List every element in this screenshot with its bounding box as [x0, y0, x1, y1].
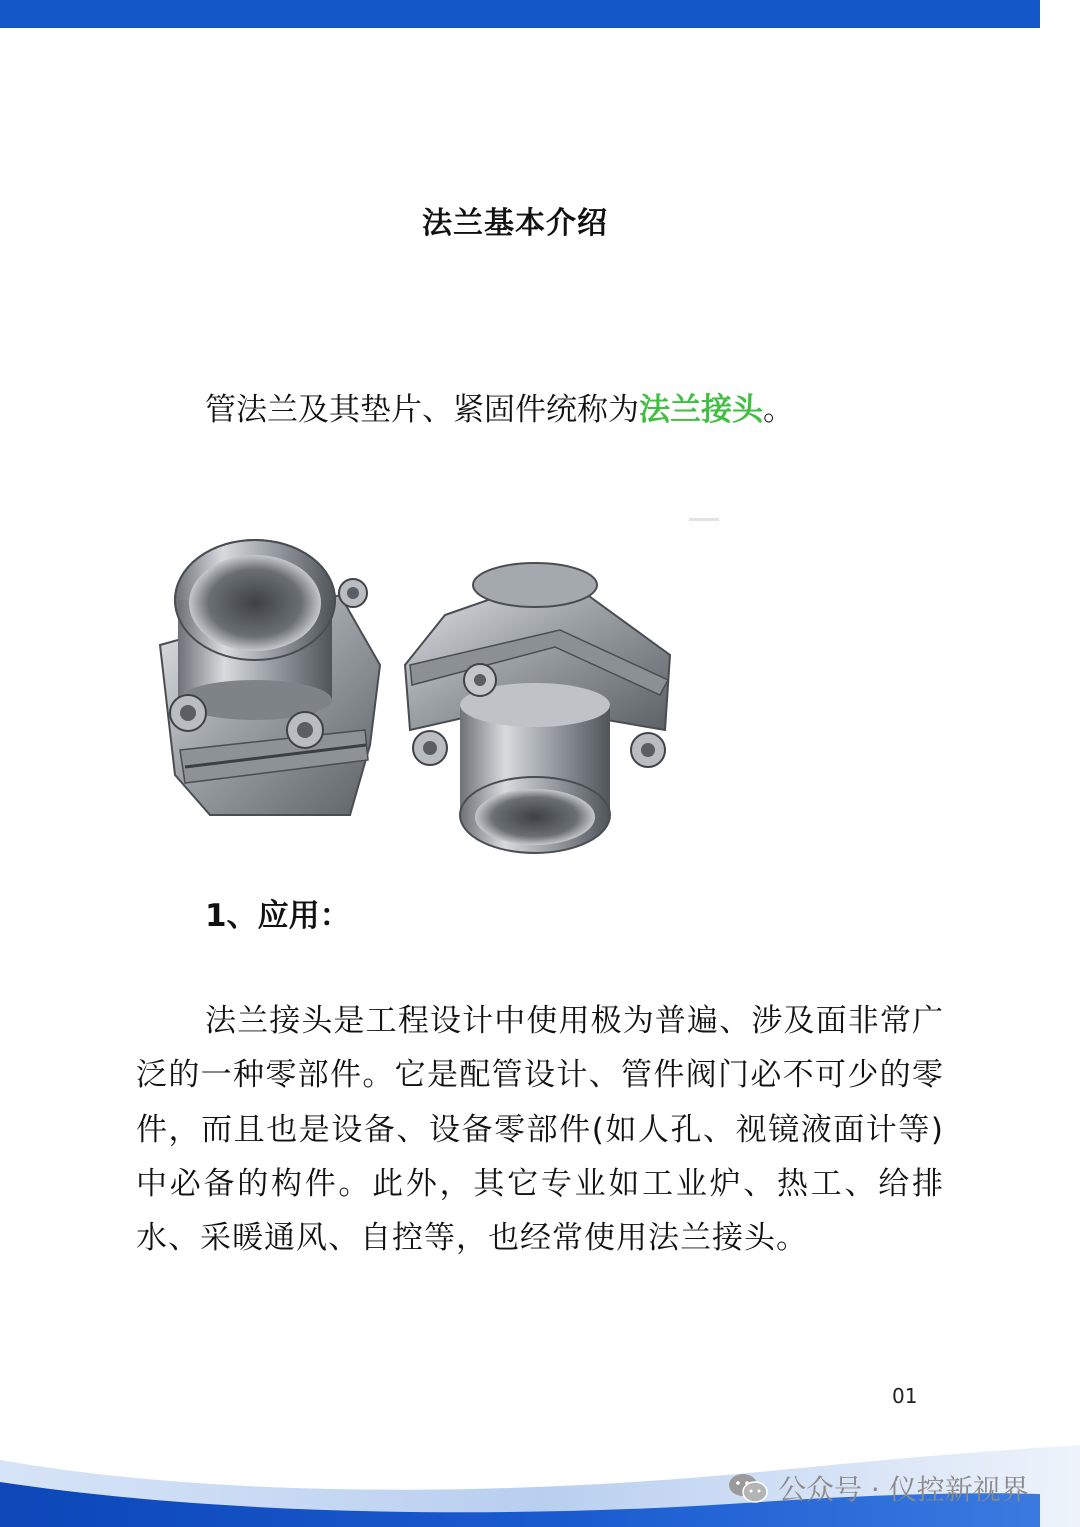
- wechat-icon: [728, 1472, 768, 1504]
- intro-prefix: 管法兰及其垫片、紧固件统称为: [205, 392, 639, 428]
- watermark-text: 公众号 · 仪控新视界: [778, 1473, 1029, 1506]
- footer-watermark: [728, 1468, 1029, 1508]
- page-number: 01: [892, 1384, 918, 1408]
- left-flange-shape: [160, 540, 380, 815]
- intro-suffix: 。: [763, 392, 794, 428]
- flange-joint-photo-icon: [140, 515, 730, 865]
- intro-highlight: 法兰接头: [639, 392, 763, 428]
- body-paragraph: 法兰接头是工程设计中使用极为普遍、涉及面非常广泛的一种零部件。它是配管设计、管件阀门必不可少的零件，而且也是设备、设备零部件(如人孔、视镜液面计等)中必备的构件。此外，其它专业如工业炉、热工、给排水、采暖通风、自控等，也经常使用法兰接头。: [136, 1003, 944, 1257]
- top-accent-bar: [0, 0, 1040, 28]
- page-right-margin: [1040, 0, 1080, 1527]
- intro-sentence: [205, 384, 794, 429]
- section-heading: 1、应用：: [205, 898, 351, 934]
- page-title: 法兰基本介绍: [422, 206, 608, 241]
- right-flange-shape: [405, 563, 670, 853]
